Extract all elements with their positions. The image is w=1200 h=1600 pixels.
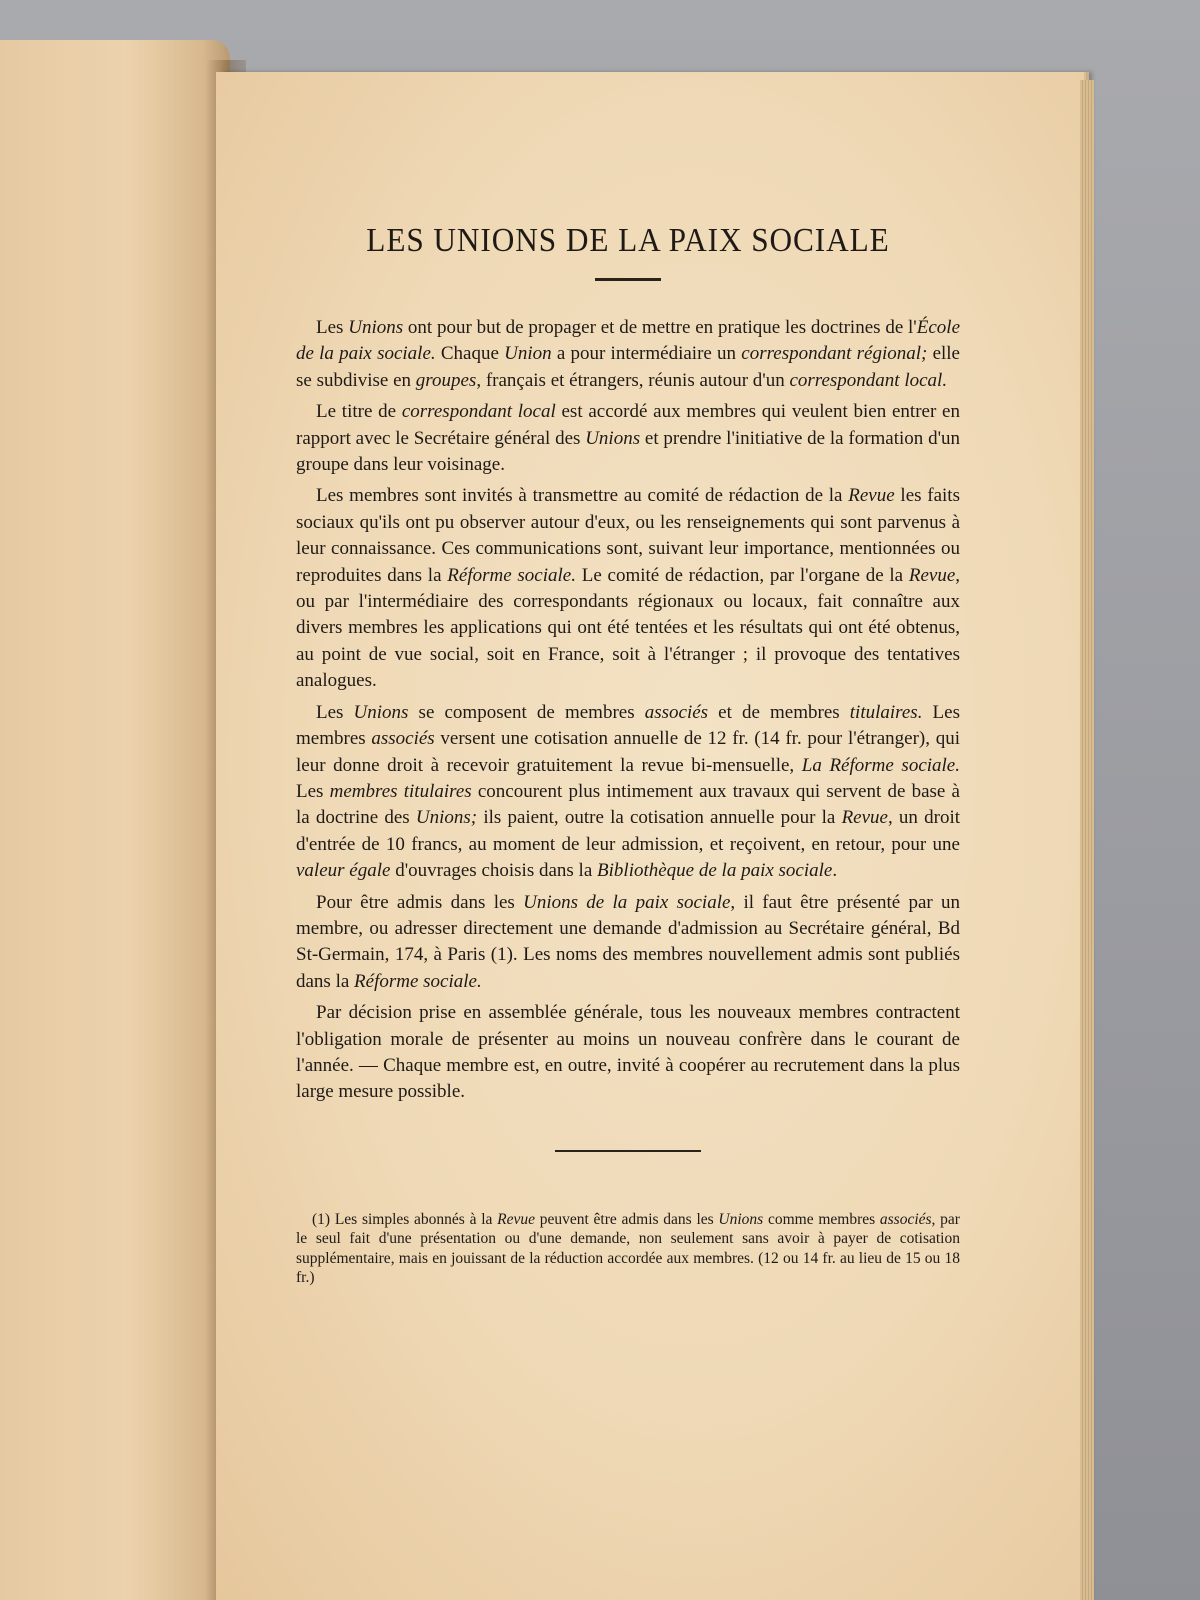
italic-run: Réforme sociale. [354, 970, 482, 992]
italic-run: valeur égale [296, 860, 391, 882]
italic-run: correspondant local [401, 401, 556, 423]
page-edges [1080, 80, 1094, 1600]
text-run: , un droit d'entrée de 10 francs, au moment de leur admission, et reçoivent, en retour, pour une [296, 807, 960, 855]
text-run: et prendre l'initiative de la formation d'un groupe dans leur voisinage. [296, 427, 960, 476]
italic-run: Union [504, 343, 552, 365]
text-run: Les [316, 701, 354, 723]
end-rule [555, 1150, 701, 1152]
text-run: . [832, 860, 838, 882]
italic-run: Unions [353, 701, 409, 723]
text-run: ont pour but de propager et de mettre en pratique les doctrines de l' [403, 317, 917, 338]
text-run: par le seul fait d'une présentation ou d'une demande, non seulement sans avoir à payer de cotisation supplémentaire, mais en jouissant de la réduction accordée aux membres. (12 ou 14 fr. au lieu de 15 ou 18 fr.) [296, 1210, 960, 1287]
text-run: elle se subdivise en [296, 343, 960, 391]
italic-run: Bibliothèque de la paix sociale [597, 860, 833, 882]
left-page [0, 40, 230, 1600]
italic-run: Revue [848, 485, 895, 507]
italic-run: Revue [497, 1210, 535, 1228]
paragraph [296, 1000, 960, 1106]
paragraph [296, 483, 960, 694]
text-run: Les membres sont invités à transmettre au comité de rédaction de la [316, 485, 849, 507]
italic-run: associés, [879, 1210, 936, 1228]
paragraph [296, 399, 960, 478]
italic-run: La Réforme sociale. [801, 754, 960, 776]
text-run: Chaque [435, 343, 505, 365]
italic-run: groupes [415, 369, 477, 391]
italic-run: correspondant régional; [741, 343, 928, 365]
text-run: , français et étrangers, réunis autour d'un [476, 369, 790, 391]
text-run: comme membres [763, 1210, 880, 1228]
body-text [296, 315, 960, 1106]
text-run: Les membres [296, 701, 960, 750]
text-run: concourent plus intimement aux travaux qui servent de base à la doctrine des [296, 780, 960, 829]
footnote [296, 1210, 960, 1288]
text-run: Le comité de rédaction, par l'organe de la [575, 564, 909, 586]
paragraph [296, 700, 960, 885]
italic-run: associés [371, 728, 435, 750]
text-run: Par décision prise en assemblée générale, tous les nouveaux membres contractent l'obligation morale de présenter au moins un nouveau confrère dans le courant de l'année. — Chaque membre est, en outre, invité à coopérer au recrutement dans la plus large mesure possible. [296, 1002, 960, 1103]
text-run: les faits sociaux qu'ils ont pu observer autour d'eux, ou les renseignements qui sont parvenus à leur connaissance. Ces communications sont, suivant leur importance, mentionnées ou reproduites dans la [296, 485, 960, 586]
italic-run: Revue [908, 564, 956, 586]
italic-run: Revue [841, 807, 888, 829]
text-run: (1) Les simples abonnés à la [312, 1210, 498, 1228]
title-rule [595, 278, 661, 281]
text-run: et de membres [708, 701, 850, 723]
text-run: Pour être admis dans les [316, 891, 524, 913]
page-title: LES UNIONS DE LA PAIX SOCIALE [366, 222, 890, 259]
text-run: ils paient, outre la cotisation annuelle pour la [477, 807, 842, 829]
text-run: , ou par l'intermédiaire des correspondants régionaux ou locaux, fait connaître aux divers membres les applications qui ont été tentées et les résultats qui ont été obtenus, au point de vue social, soit en France, soit à l'étranger ; il provoque des tentatives analogues. [296, 564, 961, 692]
text-run: Le titre de [316, 401, 402, 423]
text-run: peuvent être admis dans les [535, 1210, 719, 1228]
italic-run: associés [644, 701, 709, 723]
text-run: Les [316, 317, 349, 338]
paragraph [296, 315, 960, 394]
text-run: , il faut être présenté par un membre, ou adresser directement une demande d'admission au Secrétaire général, Bd St-Germain, 174, à Paris (1). Les noms des membres nouvellement admis sont publiés dans la [296, 891, 960, 992]
italic-run: Réforme sociale. [447, 564, 576, 586]
paragraph [296, 890, 960, 996]
italic-run: Unions [348, 317, 404, 338]
text-run: se composent de membres [408, 701, 645, 723]
text-run: a pour intermédiaire un [551, 343, 742, 365]
text-run: est accordé aux membres qui veulent bien entrer en rapport avec le Secrétaire général des [296, 401, 960, 449]
italic-run: Unions [585, 427, 641, 449]
italic-run: membres titulaires [329, 780, 472, 802]
page-content [296, 222, 960, 1288]
italic-run: Unions [718, 1210, 764, 1228]
text-run: Les [296, 780, 330, 802]
italic-run: titulaires. [849, 701, 923, 723]
text-run: d'ouvrages choisis dans la [390, 860, 598, 882]
text-run: versent une cotisation annuelle de 12 fr. (14 fr. pour l'étranger), qui leur donne droit à recevoir gratuitement la revue bi-mensuelle, [296, 728, 960, 776]
italic-run: Unions de la paix sociale [523, 891, 731, 913]
italic-run: École de la paix sociale. [296, 317, 961, 365]
italic-run: Unions; [415, 807, 478, 829]
italic-run: correspondant local. [789, 369, 948, 391]
